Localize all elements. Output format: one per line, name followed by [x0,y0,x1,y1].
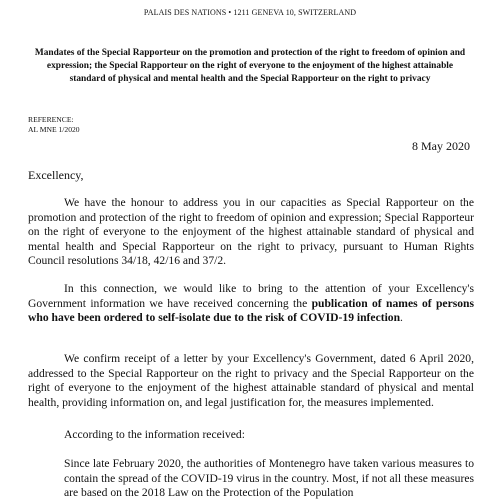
paragraph-information-intro: According to the information received: [64,428,245,441]
salutation: Excellency, [28,168,84,182]
paragraph-connection-lead: In this connection, we would like to bring to the attention of your Excellency's Government information we have received concerning the [28,282,474,310]
paragraph-mandates-basis: We have the honour to address you in our capacities as Special Rapporteur on the promotion and protection of the right to freedom of opinion and expression; Special Rapporteur on the right of everyone to the enjoyment of the highest attainable standard of physical and mental health and Special Rapporteur on the right to privacy, pursuant to Human Rights Council resolutions 34/18, 42/16 and 37/2. [28,196,474,268]
reference-label: REFERENCE: [28,115,74,124]
header-address: PALAIS DES NATIONS • 1211 GENEVA 10, SWITZERLAND [143,8,357,17]
mandates-title: Mandates of the Special Rapporteur on the promotion and protection of the right to freedom of opinion and expression; the Special Rapporteur on the right of everyone to the enjoyment of the highest attainable standard of physical and mental health and the Special Rapporteur on the right to privacy [34,48,466,84]
paragraph-receipt: We confirm receipt of a letter by your Excellency's Government, dated 6 April 2020, addressed to the Special Rapporteur on the right to privacy and the Special Rapporteur on the right of everyone to the enjoyment of the highest attainable standard of physical and mental health, providing information on, and legal justification for, the measures implemented. [28,352,474,409]
paragraph-connection-emphasis: publication of names of persons who have been ordered to self-isolate due to the risk of COVID-19 infection [28,296,474,325]
reference-code: AL MNE 1/2020 [28,125,80,134]
paragraph-connection-tail: . [400,311,403,325]
paragraph-connection [28,282,474,326]
reference-block [28,115,80,135]
paragraph-information-detail: Since late February 2020, the authorities of Montenegro have taken various measures to contain the spread of the COVID-19 virus in the country. Most, if not all these measures are based on the 2018 Law on the Protection of the Population [64,457,474,500]
letter-date: 8 May 2020 [412,139,470,153]
